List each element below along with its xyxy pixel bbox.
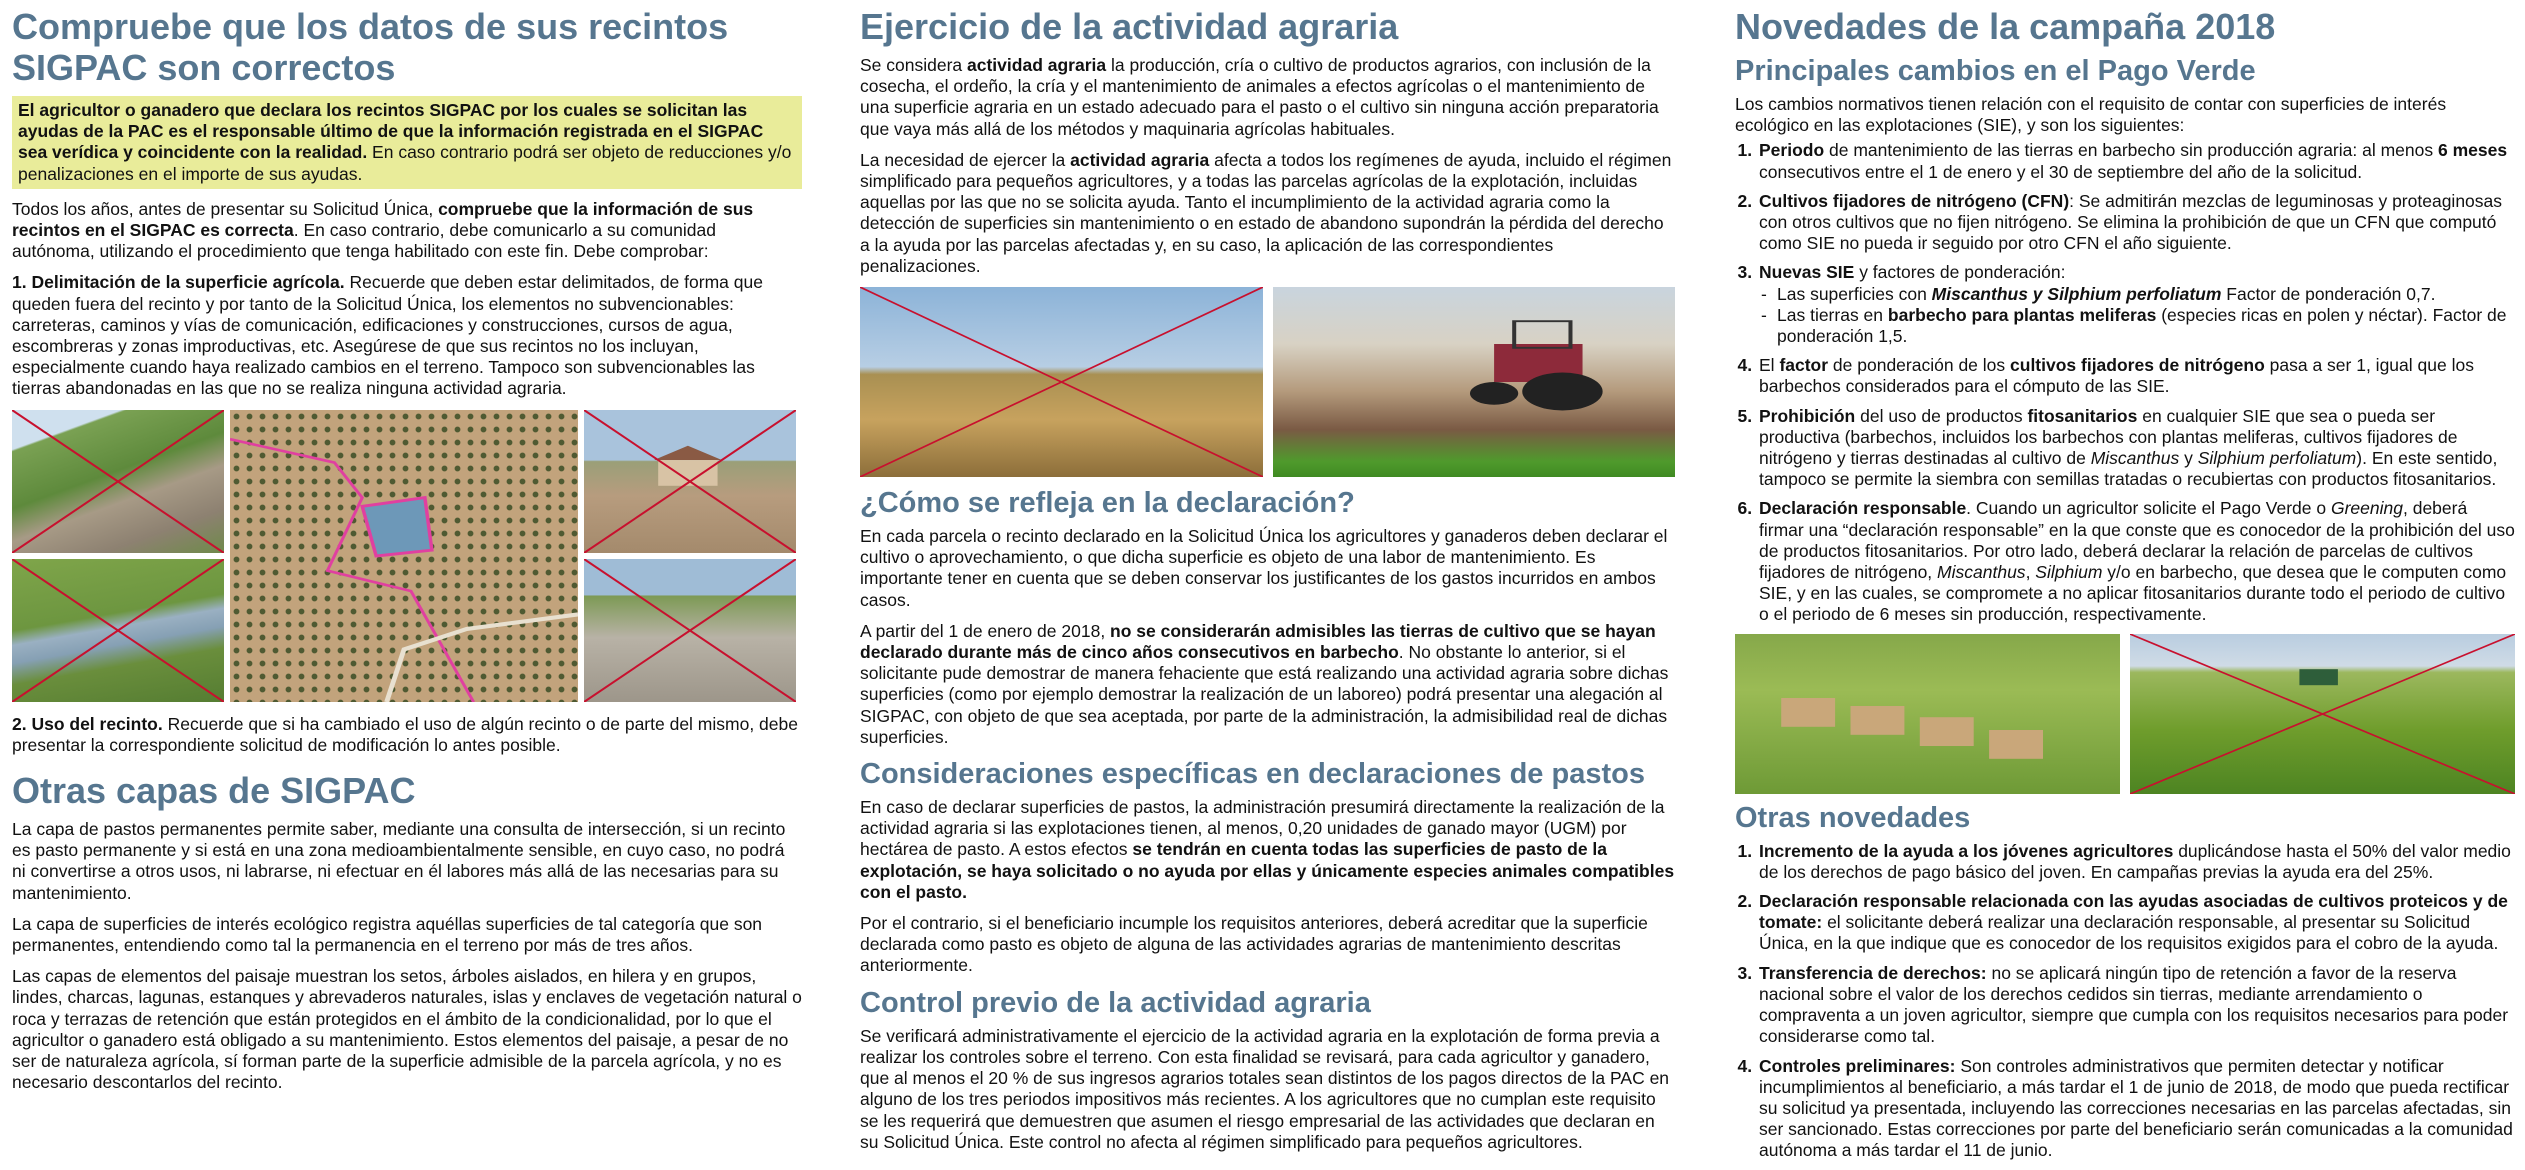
- heading-control: Control previo de la actividad agraria: [860, 986, 1371, 1019]
- tractor-icon: [1273, 287, 1675, 477]
- list-item: 2. Declaración responsable relacionada con las ayudas asociadas de cultivos proteicos y de tomate: el solicitante deberá realizar una declaración responsable, al presentar su Solicitud Única, en la que indique que es conocedor de los requisitos exigidos para el cobro de la ayuda.: [1757, 891, 2515, 955]
- column-sigpac: [12, 6, 802, 1103]
- photo-row-sie: [1735, 634, 2515, 794]
- cross-mark-icon: [12, 410, 224, 553]
- pastos-incumple-paragraph: Por el contrario, si el beneficiario incumple los requisitos anteriores, deberá acreditar que la superficie declarada como pasto es objeto de alguna de las actividades agrarias de mantenimiento descritas anteriormente.: [860, 913, 1648, 976]
- pastos-ugm-paragraph: En caso de declarar superficies de pastos, la administración presumirá directamente la realización de la actividad agraria si las explotaciones tienen, al menos, 0,20 unidades de ganado mayor (UGM) por hectárea de pasto. A estos efectos se tendrán en cuenta todas las superficies de pasto de la explotación, se haya solicitado o no ayuda por ellas y únicamente especies animales compatibles con el pasto.: [860, 797, 1675, 902]
- otras-novedades-list: [1735, 841, 2515, 1162]
- declaracion-paragraph: En cada parcela o recinto declarado en la Solicitud Única los agricultores y ganaderos deben declarar el cultivo o aprovechamiento, o que dicha superficie es objeto de una labor de mantenimiento. Es importante tener en cuenta que se deben conservar los justificantes de los gastos incurridos en ambos casos.: [860, 526, 1668, 610]
- pago-verde-list: [1735, 140, 2515, 625]
- photo-water-ditch: [12, 559, 224, 702]
- photo-tractor-tilling: [1273, 287, 1675, 477]
- barbecho-paragraph: A partir del 1 de enero de 2018, no se considerarán admisibles las tierras de cultivo que se hayan declarado durante más de cinco años consecutivos en barbecho. No obstante lo anterior, si el solicitante pude demostrar de manera fehaciente que está realizando una actividad agraria sobre dichas superficies (como por ejemplo demostrar la realización de un laboreo) podrá presentar una alegación al SIGPAC, con objeto de que sea aceptada, por parte de la administración, la admisibilidad real de dichas superficies.: [860, 620, 1669, 747]
- highlight-box: El agricultor o ganadero que declara los recintos SIGPAC por los cuales se solicitan las ayudas de la PAC es el responsable último de que la información registrada en el SIGPAC sea verídica y coincidente con la realidad. En caso contrario podrá ser objeto de reducciones y/o penalizaciones en el importe de sus ayudas.: [12, 96, 802, 189]
- list-item: 1. Incremento de la ayuda a los jóvenes agricultores duplicándose hasta el 50% del valor medio de los derechos de pago básico del joven. En campañas previas la ayuda era del 25%.: [1757, 841, 2515, 883]
- photo-rubble-pile: [584, 559, 796, 702]
- cross-mark-icon: [2130, 634, 2515, 794]
- photo-row-abandono: [860, 287, 1675, 477]
- list-item: 4. Controles preliminares: Son controles administrativos que permiten detectar y notificar incumplimientos al beneficiario, a más tardar el 1 de junio de 2018, de modo que pueda rectificar su solicitud ya presentada, incluyendo las correcciones necesarias en las parcelas afectadas, sin ser sancionado. Estas correcciones por parte del beneficiario serán comunicadas a la comunidad autónoma a más tardar el 11 de junio.: [1757, 1056, 2515, 1162]
- necesidad-paragraph: La necesidad de ejercer la actividad agraria afecta a todos los regímenes de ayuda, incluido el régimen simplificado para pequeños agricultores, y a todas las parcelas agrícolas de la explotación, incluidas aquellas por las que no se solicita ayuda. Tanto el incumplimiento de la actividad agraria como la detección de superficies sin mantenimiento o en estado de abandono supondrán la pérdida del derecho a la ayuda por las parcelas afectadas y, en su caso, la aplicación de las correspondientes penalizaciones.: [860, 149, 1672, 276]
- list-item: - Las tierras en barbecho para plantas meliferas (especies ricas en polen y néctar). Factor de ponderación 1,5.: [1759, 305, 2515, 347]
- item-delimitacion: 1. Delimitación de la superficie agrícola. Recuerde que deben estar delimitados, de forma que queden fuera del recinto y por tanto de la Solicitud Única, los elementos no subvencionables: carreteras, caminos y vías de comunicación, edificaciones y construcciones, cursos de agua, escombreras y zonas improductivas, etc. Asegúrese de que sus recintos no los incluyan, especialmente cuando haya realizado cambios en el terreno. Tampoco son subvencionables las tierras abandonadas en las que no se realiza ninguna actividad agraria.: [12, 272, 763, 399]
- sie-sublist: [1759, 284, 2515, 348]
- control-paragraph: Se verificará administrativamente el ejercicio de la actividad agraria en la explotación de forma previa a realizar los controles sobre el terreno. Con esta finalidad se revisará, para cada agricultor y ganadero, que al menos el 20 % de sus ingresos agrarios totales sean distintos de los pagos directos de la PAC en alguno de los tres periodos impositivos más recientes. A los agricultores que no cumplan este requisito se les requerirá que demuestren que asumen el riesgo empresarial de las actividades que declaran en su Solicitud Única. Este control no afecta al régimen simplificado para pequeños agricultores.: [860, 1025, 1670, 1152]
- photo-collage-non-eligible: [12, 410, 802, 702]
- list-item: 6. Declaración responsable. Cuando un agricultor solicite el Pago Verde o Greening, deberá firmar una “declaración responsable” en la que conste que es conocedor de la prohibición del uso de productos fitosanitarios. Por otro lado, deberá declarar la relación de parcelas de cultivos fijadores de nitrógeno, Miscanthus, Silphium y/o en barbecho, que desea que le computen como SIE, y en las cuales, se compromete a no aplicar fitosanitarios durante todo el periodo de cultivo o el periodo de 6 meses sin producción, respectivamente.: [1757, 498, 2515, 625]
- cross-mark-icon: [584, 410, 796, 553]
- photo-beehives: [1735, 634, 2120, 794]
- photo-aerial-parcel: [230, 410, 578, 702]
- list-item: 5. Prohibición del uso de productos fitosanitarios en cualquier SIE que sea o pueda ser productiva (barbechos, incluidos los barbechos con plantas meliferas, cultivos fijadores de nitrógeno y tierras destinadas al cultivo de Miscanthus y Silphium perfoliatum). En este sentido, tampoco se permite la siembra con semillas tratadas o recubiertas con productos fitosanitarios.: [1757, 406, 2515, 491]
- paisaje-paragraph: Las capas de elementos del paisaje muestran los setos, árboles aislados, en hilera y en grupos, lindes, charcas, lagunas, estanques y abrevaderos naturales, islas y enclaves de vegetación natural o roca y terrazas de retención que están protegidos en el ámbito de la condicionalidad, por lo que el agricultor o ganadero está obligado a su mantenimiento. Estos elementos del paisaje, a pesar de no ser de naturaleza agrícola, sí forman parte de la superficie admisible de la parcela agrícola, y no es necesario descontarlos del recinto.: [12, 966, 802, 1093]
- list-item: 4. El factor de ponderación de los cultivos fijadores de nitrógeno pasa a ser 1, igual que los barbechos considerados para el cómputo de las SIE.: [1757, 355, 2515, 397]
- column-novedades: [1735, 6, 2515, 1170]
- title-actividad: Ejercicio de la actividad agraria: [860, 6, 1399, 47]
- cross-mark-icon: [584, 559, 796, 702]
- heading-declaracion: ¿Cómo se refleja en la declaración?: [860, 487, 1355, 520]
- photo-spraying-crop: [2130, 634, 2515, 794]
- photo-abandoned-field: [860, 287, 1263, 477]
- sie-paragraph: La capa de superficies de interés ecológico registra aquéllas superficies de tal categoría que son permanentes, entendiendo como tal la permanencia en el terreno por más de tres años.: [12, 913, 763, 956]
- beehive-icon: [1735, 634, 2120, 794]
- list-item: 3. Nuevas SIE y factores de ponderación: - Las superficies con Miscanthus y Silphium perfoliatum Factor de ponderación 0,7. - Las tierras en barbecho para plantas meliferas (especies ricas en polen y néctar). Factor de ponderación 1,5.: [1757, 262, 2515, 347]
- list-item: - Las superficies con Miscanthus y Silphium perfoliatum Factor de ponderación 0,7.: [1759, 284, 2515, 305]
- parcel-outline: [230, 410, 578, 702]
- pago-verde-intro: Los cambios normativos tienen relación con el requisito de contar con superficies de interés ecológico en las explotaciones (SIE), y son los siguientes:: [1735, 94, 2447, 136]
- intro-paragraph: Todos los años, antes de presentar su Solicitud Única, compruebe que la información de sus recintos en el SIGPAC es correcta. En caso contrario, debe comunicarlo a su comunidad autónoma, utilizando el procedimiento que tenga habilitado con este fin. Debe comprobar:: [12, 198, 754, 262]
- heading-pago-verde: Principales cambios en el Pago Verde: [1735, 55, 2256, 87]
- column-actividad-agraria: [860, 6, 1675, 1163]
- item-uso-recinto: 2. Uso del recinto. Recuerde que si ha cambiado el uso de algún recinto o de parte del mismo, debe presentar la correspondiente solicitud de modificación lo antes posible.: [12, 713, 798, 755]
- definicion-paragraph: Se considera actividad agraria la producción, cría o cultivo de productos agrarios, con inclusión de la cosecha, el ordeño, la cría y el mantenimiento de animales a efectos agrícolas o el mantenimiento de una superficie agraria en un estado adecuado para el pasto o el cultivo sin ninguna acción preparatoria que vaya más allá de los métodos y maquinaria agrícolas habituales.: [860, 55, 1659, 139]
- title-novedades: Novedades de la campaña 2018: [1735, 6, 2276, 47]
- pastos-paragraph: La capa de pastos permanentes permite saber, mediante una consulta de intersección, si un recinto es pasto permanente y si está en una zona medioambientalmente sensible, en cuyo caso, no podrá ni convertirse a otros usos, ni labrarse, ni efectuar en él labores más allá de las necesarias para su mantenimiento.: [12, 819, 786, 903]
- list-item: 3. Transferencia de derechos: no se aplicará ningún tipo de retención a favor de la reserva nacional sobre el valor de los derechos cedidos sin tierras, mediante arrendamiento o compraventa a un joven agricultor, siempre que cumpla con los requisitos necesarios para poder considerarse como tal.: [1757, 963, 2515, 1048]
- list-item: 1. Periodo de mantenimiento de las tierras en barbecho sin producción agraria: al menos 6 meses consecutivos entre el 1 de enero y el 30 de septiembre del año de la solicitud.: [1757, 140, 2515, 182]
- photo-farm-building: [584, 410, 796, 553]
- list-item: 2. Cultivos fijadores de nitrógeno (CFN): Se admitirán mezclas de leguminosas y proteaginosas con otros cultivos que no fijen nitrógeno. Se elimina la prohibición de que un CFN que computó como SIE no pueda ir seguido por otro CFN el año siguiente.: [1757, 191, 2515, 255]
- cross-mark-icon: [12, 559, 224, 702]
- title-sigpac: Compruebe que los datos de sus recintos SIGPAC son correctos: [12, 6, 729, 88]
- heading-pastos: Consideraciones específicas en declaraciones de pastos: [860, 758, 1645, 791]
- heading-otras-novedades: Otras novedades: [1735, 801, 1971, 834]
- photo-dirt-road: [12, 410, 224, 553]
- cross-mark-icon: [860, 287, 1263, 477]
- title-otras-capas: Otras capas de SIGPAC: [12, 770, 416, 812]
